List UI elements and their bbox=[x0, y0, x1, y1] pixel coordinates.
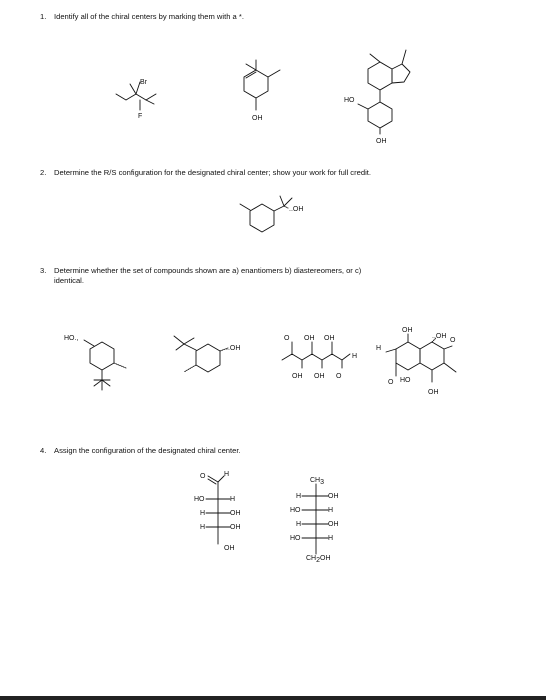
oh-dash-label: ..OH bbox=[226, 345, 241, 352]
o-label: O bbox=[450, 337, 456, 344]
oh-dash-label: ..OH bbox=[289, 206, 304, 213]
q3-molecule-a bbox=[64, 328, 144, 398]
q3-molecule-d bbox=[376, 322, 472, 402]
ho-label: HO bbox=[344, 97, 355, 104]
br-label: Br bbox=[140, 79, 147, 86]
h-label: H bbox=[328, 535, 334, 542]
h-label: H bbox=[352, 353, 358, 360]
o-label: O bbox=[388, 379, 394, 386]
q4-fischer-projection-aldehyde bbox=[194, 466, 264, 556]
q1-molecule-bromo-fluoro bbox=[110, 70, 170, 120]
oh-label: OH bbox=[328, 521, 339, 528]
oh-label: OH bbox=[324, 335, 335, 342]
page-bottom-border bbox=[0, 696, 546, 700]
oh-label: OH bbox=[292, 373, 303, 380]
ch2oh-label: CH2OH bbox=[306, 555, 331, 564]
oh-dash-label: ..OH bbox=[432, 333, 447, 340]
ho-label: HO bbox=[400, 377, 411, 384]
q3-molecule-c bbox=[278, 330, 368, 390]
question-text: Determine whether the set of compounds shown are a) enantiomers b) diastereomers, or c) bbox=[54, 266, 362, 275]
h-label: H bbox=[376, 345, 382, 352]
ch3-label: CH3 bbox=[310, 477, 325, 486]
q1-molecule-fused-rings bbox=[340, 36, 420, 146]
question-number: 4. bbox=[40, 446, 47, 455]
h-label: H bbox=[224, 471, 230, 478]
question-number: 3. bbox=[40, 266, 47, 275]
question-text: Identify all of the chiral centers by marking them with a *. bbox=[54, 12, 244, 21]
question-number: 2. bbox=[40, 168, 47, 177]
oh-label: OH bbox=[304, 335, 315, 342]
h-label: H bbox=[200, 524, 206, 531]
question-text: Assign the configuration of the designated chiral center. bbox=[54, 446, 241, 455]
h-label: H bbox=[200, 510, 206, 517]
oh-label: OH bbox=[376, 138, 387, 145]
h-label: H bbox=[296, 521, 302, 528]
question-1 bbox=[40, 12, 244, 22]
question-number: 1. bbox=[40, 12, 47, 21]
h-label: H bbox=[296, 493, 302, 500]
ho-label: HO., bbox=[64, 335, 79, 342]
ho-label: HO bbox=[290, 535, 301, 542]
q4-fischer-projection-polyol bbox=[290, 474, 370, 574]
oh-label: OH bbox=[230, 524, 241, 531]
oh-label: OH bbox=[314, 373, 325, 380]
oh-label: OH bbox=[230, 510, 241, 517]
q1-molecule-cyclohexenol bbox=[236, 56, 286, 146]
question-4 bbox=[40, 446, 241, 456]
o-label: O bbox=[200, 473, 206, 480]
f-label: F bbox=[138, 113, 143, 120]
oh-label: OH bbox=[428, 389, 439, 396]
question-text: Determine the R/S configuration for the designated chiral center; show your work for full credit. bbox=[54, 168, 371, 177]
oh-label: OH bbox=[252, 115, 263, 122]
oh-label: OH bbox=[402, 327, 413, 334]
o-label: O bbox=[336, 373, 342, 380]
oh-label: OH bbox=[328, 493, 339, 500]
ho-label: HO bbox=[290, 507, 301, 514]
q3-molecule-b bbox=[168, 330, 258, 390]
question-text-continued: identical. bbox=[54, 276, 84, 285]
question-2 bbox=[40, 168, 371, 178]
h-label: H bbox=[328, 507, 334, 514]
o-label: O bbox=[284, 335, 290, 342]
q2-molecule-cyclohexyl-alcohol bbox=[236, 194, 326, 244]
question-3 bbox=[40, 266, 361, 286]
oh-label: OH bbox=[224, 545, 235, 552]
ho-label: HO bbox=[194, 496, 205, 503]
h-label: H bbox=[230, 496, 236, 503]
